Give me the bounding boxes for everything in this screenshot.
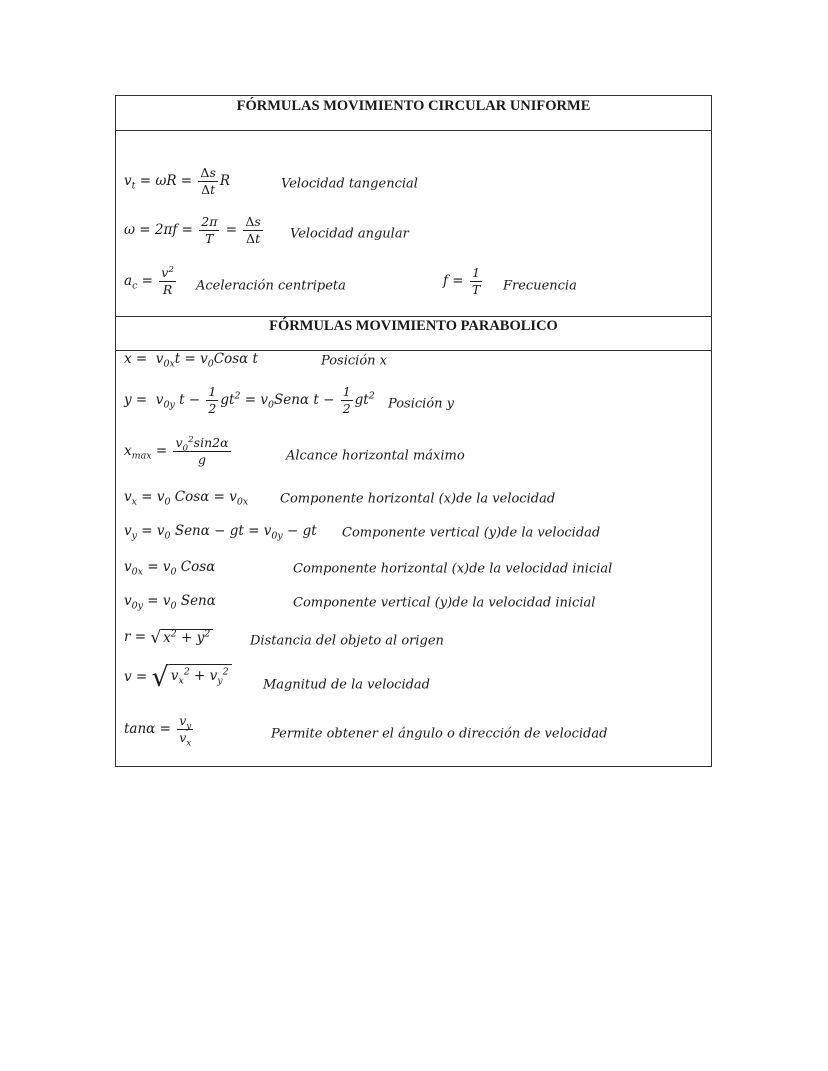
formula-position-x: $x = v_{0x}t = v_0Cos\alpha$ t [124, 351, 258, 370]
desc-max-range: Alcance horizontal máximo [286, 448, 465, 464]
desc-position-y: Posición y [388, 396, 454, 412]
formula-centripetal-acceleration: $a_c$ = $\frac{v^2}{R}$ [124, 264, 174, 297]
formula-angular-velocity: ω = 2πf = $\frac{2\pi}{T}$ = $\frac{\Delta s}{\Delta t}$ [124, 214, 261, 246]
parabolic-motion-title: FÓRMULAS MOVIMIENTO PARABOLICO [269, 318, 558, 334]
desc-angular-velocity: Velocidad angular [290, 226, 409, 242]
formula-magnitude: v = √ $v_x^2 + v_y^2$ [124, 664, 232, 691]
desc-tangential-velocity: Velocidad tangencial [281, 176, 418, 192]
formula-distance: r = √ $x^2 + y^2$ [124, 629, 213, 646]
desc-magnitude: Magnitud de la velocidad [263, 677, 431, 693]
desc-position-x: Posición x [321, 353, 387, 369]
desc-distance: Distancia del objeto al origen [250, 633, 444, 649]
desc-centripetal-acceleration: Aceleración centripeta [196, 278, 346, 294]
desc-direction: Permite obtener el ángulo o dirección de velocidad [271, 726, 608, 742]
divider [116, 316, 711, 317]
formula-sheet [115, 95, 712, 767]
formula-vy: $v_y = v_0$ Senα − gt = $v_{0y}$ − gt [124, 523, 317, 542]
desc-v0x: Componente horizontal (x)de la velocidad inicial [293, 561, 613, 577]
formula-v0x: $v_{0x} = v_0$ Cosα [124, 559, 216, 578]
desc-v0y: Componente vertical (y)de la velocidad inicial [293, 595, 596, 611]
desc-vy: Componente vertical (y)de la velocidad [342, 525, 601, 541]
divider [116, 130, 711, 131]
formula-frequency: f = $\frac{1}{T}$ [443, 265, 481, 297]
formula-max-range: $x_{max}$ = $\frac{v_0^2\sin 2\alpha}{g}$ [124, 434, 229, 467]
formula-direction: tanα = $\frac{v_y}{v_x}$ [124, 713, 192, 749]
formula-v0y: $v_{0y} = v_0$ Senα [124, 593, 216, 612]
formula-tangential-velocity: $v_t = \omega R$ = $\frac{\Delta s}{\Delta t}$ R [124, 165, 231, 197]
desc-frequency: Frecuencia [503, 278, 577, 294]
formula-vx: $v_x = v_0$ $Cos\alpha = v_{0x}$ [124, 489, 249, 508]
circular-motion-title: FÓRMULAS MOVIMIENTO CIRCULAR UNIFORME [236, 98, 591, 114]
formula-position-y: $y = v_{0y}$ t − $\frac{1}{2}$ $gt^2 = v_0Sen\alpha$ t − $\frac{1}{2}$ $gt^2$ [124, 384, 375, 416]
desc-vx: Componente horizontal (x)de la velocidad [280, 491, 556, 507]
